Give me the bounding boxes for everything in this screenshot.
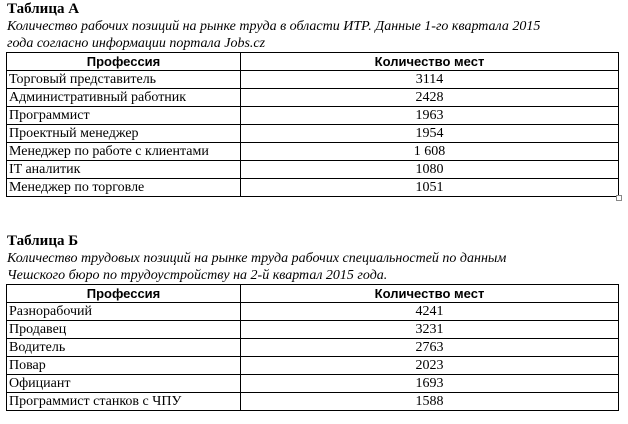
- table-cell-profession: Разнорабочий: [7, 303, 241, 321]
- table-row: [7, 357, 619, 375]
- table-cell-profession: Официант: [7, 375, 241, 393]
- table-a-caption-line-1: Количество рабочих позиций на рынке труда в области ИТР. Данные 1-го квартала 2015: [7, 19, 541, 34]
- table-cell-profession: Повар: [7, 357, 241, 375]
- table-cell-count: 2763: [241, 339, 619, 357]
- table-b-caption-line-1: Количество трудовых позиций на рынке труда рабочих специальностей по данным: [7, 251, 507, 266]
- table-cell-count: 1080: [241, 161, 619, 179]
- table-a-block: [6, 0, 618, 197]
- table-cell-profession: Менеджер по торговле: [7, 179, 241, 197]
- table-cell-count: 3231: [241, 321, 619, 339]
- table-cell-profession: Продавец: [7, 321, 241, 339]
- table-a-title: Таблица А: [7, 1, 80, 17]
- table-row: [7, 339, 619, 357]
- table-a-header-row: [7, 53, 619, 71]
- table-row: [7, 321, 619, 339]
- table-b-block: [6, 232, 618, 411]
- table-row: [7, 71, 619, 89]
- table-a-header-profession: Профессия: [7, 53, 241, 71]
- table-cell-count: 2023: [241, 357, 619, 375]
- table-cell-count: 1588: [241, 393, 619, 411]
- table-cell-count: 3114: [241, 71, 619, 89]
- table-row: [7, 89, 619, 107]
- table-cell-profession: IT аналитик: [7, 161, 241, 179]
- table-b-title: Таблица Б: [7, 233, 79, 249]
- table-row: [7, 179, 619, 197]
- table-a-header-count: Количество мест: [241, 53, 619, 71]
- table-cell-count: 1 608: [241, 143, 619, 161]
- table-row: [7, 107, 619, 125]
- table-cell-profession: Проектный менеджер: [7, 125, 241, 143]
- table-cell-profession: Торговый представитель: [7, 71, 241, 89]
- table-a-caption-line-2: года согласно информации портала Jobs.cz: [7, 36, 266, 51]
- table-b: [6, 284, 619, 411]
- table-row: [7, 143, 619, 161]
- table-cell-count: 1963: [241, 107, 619, 125]
- table-row: [7, 375, 619, 393]
- table-b-caption-line-2: Чешского бюро по трудоустройству на 2-й квартал 2015 года.: [7, 268, 388, 283]
- table-cell-profession: Программист: [7, 107, 241, 125]
- table-cell-count: 1051: [241, 179, 619, 197]
- table-cell-profession: Административный работник: [7, 89, 241, 107]
- table-row: [7, 125, 619, 143]
- table-b-header-count: Количество мест: [241, 285, 619, 303]
- table-row: [7, 161, 619, 179]
- table-resize-handle[interactable]: [616, 195, 622, 201]
- table-cell-profession: Менеджер по работе с клиентами: [7, 143, 241, 161]
- table-cell-count: 4241: [241, 303, 619, 321]
- table-cell-count: 1693: [241, 375, 619, 393]
- table-cell-profession: Водитель: [7, 339, 241, 357]
- table-cell-count: 1954: [241, 125, 619, 143]
- table-row: [7, 393, 619, 411]
- table-b-header-profession: Профессия: [7, 285, 241, 303]
- table-a: [6, 52, 619, 197]
- table-cell-profession: Программист станков с ЧПУ: [7, 393, 241, 411]
- table-cell-count: 2428: [241, 89, 619, 107]
- table-b-header-row: [7, 285, 619, 303]
- table-row: [7, 303, 619, 321]
